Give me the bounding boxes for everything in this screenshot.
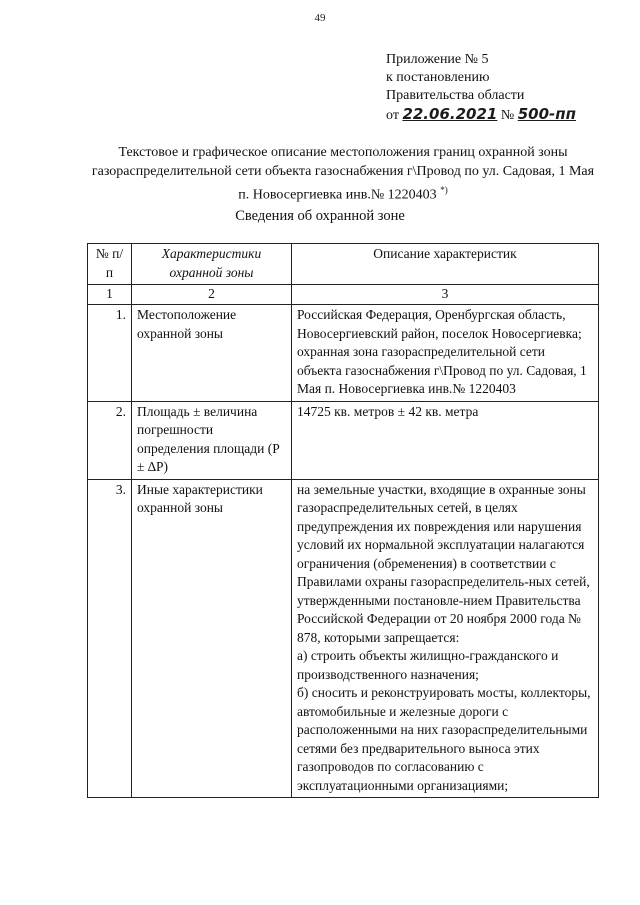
row-characteristic: Местоположение охранной зоны (132, 305, 292, 402)
row-number: 3. (88, 479, 132, 798)
document-title (88, 143, 598, 205)
table-row (88, 479, 599, 798)
date-prefix: от (386, 108, 399, 123)
column-number-row (88, 285, 599, 305)
document-title-text: Текстовое и графическое описание местоположения границ охранной зоны газораспределительной сети объекта газоснабжения г\Провод по ул. Садовая, 1 Мая п. Новосергиевка инв.№ 1220403 (91, 145, 595, 203)
column-number: 3 (292, 285, 599, 305)
row-description: Российская Федерация, Оренбургская область, Новосергиевский район, поселок Новосергиевка; охранная зона газораспределительной сети объекта газоснабжения г\Провод по ул. Садовая, 1 Мая п. Новосергиевка инв.№ 1220403 (292, 305, 599, 402)
column-number: 1 (88, 285, 132, 305)
row-description (292, 479, 599, 798)
column-number: 2 (132, 285, 292, 305)
page-number: 49 (314, 12, 326, 24)
appendix-line-2: к постановлению (386, 70, 490, 85)
appendix-line-1: Приложение № 5 (386, 52, 489, 67)
number-prefix: № (500, 108, 515, 123)
appendix-line-3: Правительства области (386, 88, 525, 103)
table-row (88, 401, 599, 479)
row-description-text: на земельные участки, входящие в охранные зоны газораспределительных сетей, в целях предупреждения их повреждения или нарушения условий их нормальной эксплуатации налагаются ограничения (обременения) в соответствии с Правилами охраны газораспределитель-ных сетей, утвержденными постановле-нием Правительства Российской Федерации от 20 ноября 2000 года № 878, которыми запрещается: (297, 481, 590, 645)
header-characteristic: Характеристики охранной зоны (132, 244, 292, 285)
handwritten-number: 500-пп (517, 105, 576, 123)
appendix-date-line (386, 105, 576, 125)
header-num: № п/п (88, 244, 132, 285)
header-description: Описание характеристик (292, 244, 599, 285)
appendix-block (386, 51, 576, 125)
row-characteristic: Площадь ± величина погрешности определения площади (Р ± ∆Р) (132, 401, 292, 479)
table-header-row (88, 244, 599, 285)
row-number: 2. (88, 401, 132, 479)
protection-zone-table (87, 243, 599, 798)
section-title: Сведения об охранной зоне (235, 208, 405, 224)
row-number: 1. (88, 305, 132, 402)
restriction-item: б) сносить и реконструировать мосты, коллекторы, автомобильные и железные дороги с расположенными на них газораспределительными сетями без предварительного выноса этих газопроводов по согласованию с эксплуатационными организациями; (297, 685, 591, 793)
handwritten-date: 22.06.2021 (402, 105, 498, 123)
table-row (88, 305, 599, 402)
row-characteristic: Иные характеристики охранной зоны (132, 479, 292, 798)
footnote-mark: *) (440, 185, 448, 195)
row-description: 14725 кв. метров ± 42 кв. метра (292, 401, 599, 479)
restriction-item: а) строить объекты жилищно-гражданского и производственного назначения; (297, 648, 559, 682)
